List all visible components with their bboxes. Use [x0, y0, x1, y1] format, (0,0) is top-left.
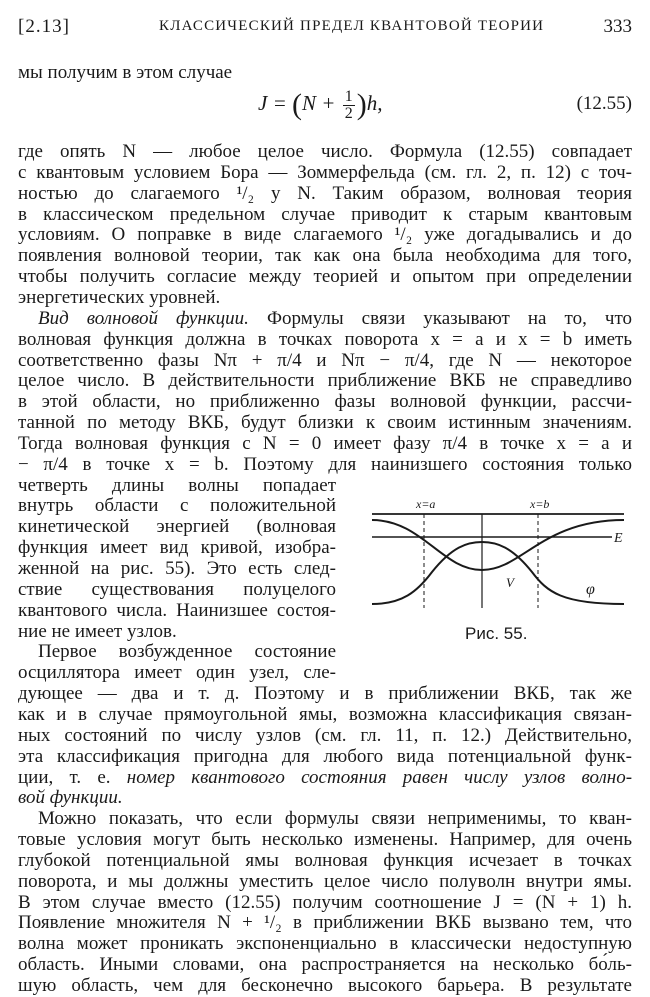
- p2-narrow-line: ствие существования полуцелого: [18, 579, 336, 600]
- p1-line: чтобы получить согласие между теорией и опытом при определении: [18, 266, 632, 287]
- figure-55: [362, 492, 634, 614]
- page-number: 333: [603, 16, 632, 37]
- section-number: [2.13]: [18, 16, 70, 37]
- p2-line: целое число. В действительности приближение ВКБ не справедливо: [18, 370, 632, 391]
- running-title: КЛАССИЧЕСКИЙ ПРЕДЕЛ КВАНТОВОЙ ТЕОРИИ: [159, 18, 545, 34]
- intro-line: мы получим в этом случае: [18, 62, 233, 83]
- label-potential: V: [506, 575, 514, 590]
- p4-line: Появление множителя N + ¹/₂ в приближении ВКБ вызвано тем, что: [18, 912, 632, 933]
- label-energy: E: [614, 531, 623, 546]
- p2-narrow-line: квантового числа. Наинизшее состоя-: [18, 600, 336, 621]
- p3-narrow-line: осциллятора имеет один узел, сле-: [18, 662, 336, 683]
- p1-line: появления волновой теории, так как она была необходима для того,: [18, 245, 632, 266]
- p3-narrow-line: Первое возбужденное состояние: [38, 641, 336, 662]
- p2-line: танной по методу ВКБ, будут близки к своим истинным значениям.: [18, 412, 632, 433]
- formula-n: N +: [302, 91, 341, 115]
- p3-italic-part: номер квантового состояния равен числу узлов волно-: [126, 767, 633, 788]
- p3-line: дующее — два и т. д. Поэтому и в приближении ВКБ, так же: [18, 683, 632, 704]
- equation-12-55: [258, 88, 382, 128]
- formula-tail: h,: [366, 91, 383, 115]
- figure-caption: Рис. 55.: [465, 624, 528, 643]
- formula-open-paren: (: [292, 88, 302, 121]
- running-header: [18, 16, 632, 40]
- formula-numerator: 1: [344, 87, 353, 105]
- p1-line: в классическом предельном случае приводит к старым квантовым: [18, 204, 632, 225]
- p2-line: соответственно фазы Nπ + π/4 и Nπ − π/4, где N — некоторое: [18, 350, 632, 371]
- label-x-b: x=b: [530, 497, 550, 511]
- p2-narrow-line: женной на рис. 55). Это есть след-: [18, 558, 336, 579]
- p3-line: как и в случае прямоугольной ямы, возможна классификация связан-: [18, 704, 632, 725]
- label-x-a: x=a: [416, 497, 436, 511]
- equation-number: (12.55): [576, 93, 632, 114]
- p4-line: шую область, чем для бесконечно высокого барьера. В результате: [18, 975, 632, 996]
- p2-first-line: [38, 308, 632, 330]
- p2-narrow-line: кинетической энергией (волновая: [18, 516, 336, 537]
- p4-line: поворота, и мы должны уместить целое число полуволн внутри ямы.: [18, 871, 632, 892]
- p4-line: Можно показать, что если формулы связи неприменимы, то кван-: [38, 808, 632, 829]
- label-phi: φ: [586, 581, 595, 598]
- p3-plain-part: ции, т. е.: [18, 767, 111, 788]
- p4-line: глубокой потенциальной ямы волновая функция исчезает в точках: [18, 850, 632, 871]
- p2-narrow-line: функция имеет вид кривой, изобра-: [18, 537, 336, 558]
- p1-line: энергетических уровней.: [18, 287, 221, 308]
- p2-line: − π/4 в точке x = b. Поэтому для наинизшего состояния только: [18, 454, 632, 475]
- p2-first-rest: Формулы связи указывают на то, что: [266, 308, 632, 329]
- p3-line: ных состояний по числу узлов (см. гл. 11, п. 12.) Действительно,: [18, 725, 632, 746]
- formula-denominator: 2: [344, 104, 353, 122]
- formula-close-paren: ): [356, 88, 367, 121]
- p1-line: где опять N — любое целое число. Формула (12.55) совпадает: [18, 141, 632, 162]
- p3-mixed-line: [18, 767, 632, 789]
- p2-heading: Вид волновой функции.: [38, 308, 249, 329]
- p3-line: эта классификация пригодна для любого вида потенциальной функ-: [18, 746, 632, 767]
- p4-line: В этом случае вместо (12.55) получим соотношение J = (N + 1) h.: [18, 892, 632, 913]
- p1-line: с квантовым условием Бора — Зоммерфельда (см. гл. 2, п. 12) с точ-: [18, 162, 632, 183]
- p4-line: товые условия могут быть несколько изменены. Например, для очень: [18, 829, 632, 850]
- p1-line: ностью до слагаемого ¹/₂ у N. Таким образом, волновая теория: [18, 183, 632, 204]
- p1-line: условиям. О поправке в виде слагаемого ¹/₂ уже догадывались и до: [18, 224, 632, 245]
- formula-fraction: [343, 89, 355, 122]
- p2-line: волновая функция должна в точках поворота x = a и x = b иметь: [18, 329, 632, 350]
- p4-line: область. Иными словами, она распространяется на несколько бо́ль-: [18, 954, 632, 975]
- p2-narrow-line: ние не имеет узлов.: [18, 621, 177, 642]
- p2-line: в этой области, но приближенно фазы волновой функции, рассчи-: [18, 391, 632, 412]
- p4-line: волна может проникать экспоненциально в классически недоступную: [18, 933, 632, 954]
- p2-line: Тогда волновая функция с N = 0 имеет фазу π/4 в точке x = a и: [18, 433, 632, 454]
- formula-lhs: J =: [258, 91, 292, 115]
- p2-narrow-line: внутрь области с положительной: [18, 495, 336, 516]
- p2-narrow-line: четверть длины волны попадает: [18, 475, 336, 496]
- p3-italic-end: вой функции.: [18, 787, 123, 808]
